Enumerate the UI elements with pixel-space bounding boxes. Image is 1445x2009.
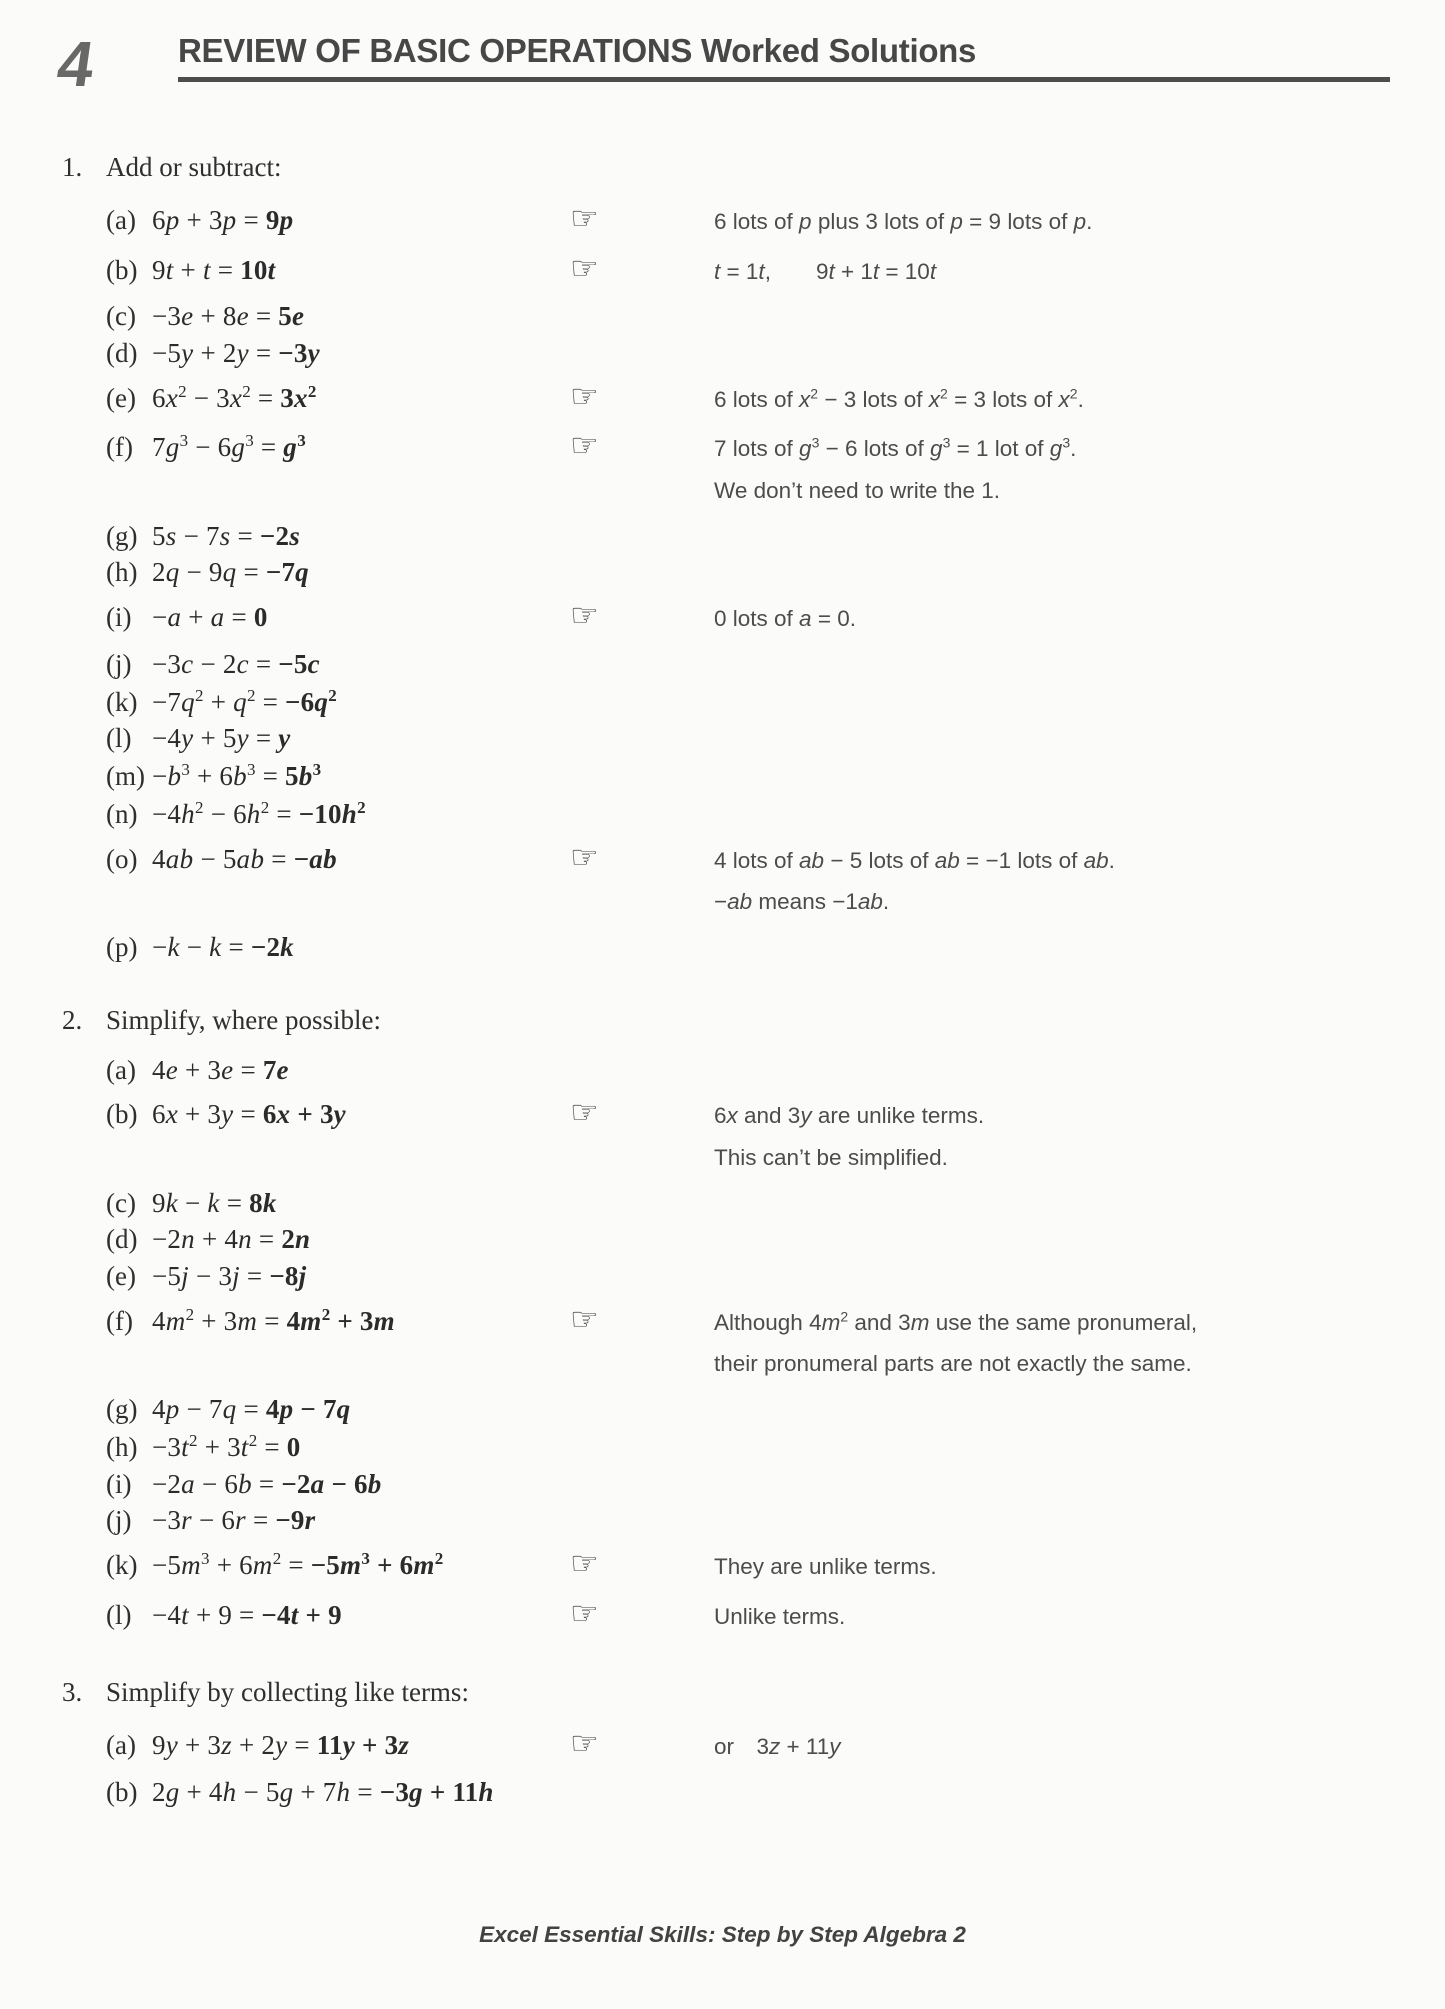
solution-row: [106, 598, 1390, 640]
note-line: their pronumeral parts are not exactly the same.: [714, 1351, 1192, 1377]
item-label: (e): [106, 382, 136, 413]
note: [714, 428, 1390, 511]
solution-row: [106, 1504, 1390, 1538]
pointing-hand-icon: ☞: [570, 248, 599, 287]
page-header: [0, 0, 1445, 100]
item-list: [62, 1054, 1390, 1638]
item-label: (j): [106, 1505, 132, 1536]
equation: −k − k = −2k: [152, 931, 295, 962]
note-line: 4 lots of ab − 5 lots of ab = −1 lots of ab.: [714, 847, 1115, 873]
item-label: (h): [106, 557, 138, 588]
answer: −3g + 11h: [379, 1776, 494, 1807]
equation: 4p − 7q = 4p − 7q: [152, 1394, 351, 1424]
item-label: (c): [106, 1187, 136, 1218]
answer: $-5m^3 + 6m^2$: [310, 1549, 444, 1580]
solution-row: [106, 759, 1390, 794]
note: [714, 840, 1390, 923]
equation: 6p + 3p = 9p: [152, 205, 294, 235]
solution-row: [106, 248, 1390, 293]
page-number: 4: [52, 28, 99, 100]
note-line: t = 1t, 9t + 1t = 10t: [714, 258, 937, 284]
answer: 4p − 7q: [265, 1394, 351, 1424]
question-prompt: Simplify by collecting like terms:: [106, 1677, 469, 1708]
note-line: 6 lots of $x^2 - 3$ lots of $x^2 = 3$ lots of $x^2$.: [714, 385, 1084, 412]
question-head: [62, 152, 1390, 183]
answer: 11y + 3z: [316, 1730, 410, 1761]
question-head: [62, 1005, 1390, 1036]
question: [62, 152, 1390, 965]
equation: −2n + 4n = 2n: [152, 1224, 311, 1255]
pointing-hand-icon: ☞: [570, 426, 599, 465]
equation: 9t + t = 10t: [152, 254, 276, 285]
pointing-hand-icon: ☞: [570, 1593, 599, 1632]
solution-row: [106, 1054, 1390, 1088]
pointing-hand-icon: ☞: [570, 596, 599, 635]
equation: $4m^2 + 3m = 4m^2 + 3m$: [152, 1304, 395, 1336]
answer: $4m^2 + 3m$: [286, 1304, 395, 1336]
note-line: We don’t need to write the 1.: [714, 478, 1001, 503]
note: [714, 1302, 1390, 1385]
item-label: (k): [106, 686, 138, 717]
item-label: (b): [106, 1099, 138, 1130]
item-label: (m): [106, 761, 145, 791]
question: [62, 1005, 1390, 1638]
question-head: [62, 1677, 1390, 1708]
answer: $3x^2$: [280, 381, 317, 413]
solution-row: [106, 1776, 1390, 1810]
solution-row: [106, 1726, 1390, 1768]
note-line: They are unlike terms.: [714, 1554, 937, 1579]
item-list: [62, 1726, 1390, 1809]
item-label: (l): [106, 1599, 132, 1630]
solution-row: [106, 1095, 1390, 1178]
item-label: (b): [106, 1776, 138, 1807]
solution-row: [106, 376, 1390, 421]
equation: 2g + 4h − 5g + 7h = −3g + 11h: [152, 1776, 494, 1807]
equation: 4ab − 5ab = −ab: [152, 843, 338, 874]
solution-row: [106, 1299, 1390, 1385]
item-label: (h): [106, 1431, 138, 1462]
question: [62, 1677, 1390, 1809]
solution-row: [106, 648, 1390, 682]
solution-row: [106, 1393, 1390, 1427]
solution-row: [106, 685, 1390, 720]
answer: −4t + 9: [261, 1599, 342, 1630]
equation: 9k − k = 8k: [152, 1187, 277, 1218]
item-label: (i): [106, 1468, 132, 1499]
question-number: 2.: [62, 1004, 83, 1035]
note: [714, 201, 1390, 243]
answer: −2k: [250, 931, 295, 962]
answer: −7q: [265, 557, 310, 588]
answer: y: [278, 723, 291, 754]
note-line: −ab means −1ab.: [714, 889, 890, 915]
solution-row: [106, 1260, 1390, 1294]
equation: −5y + 2y = −3y: [152, 338, 320, 368]
question-prompt: Simplify, where possible:: [106, 1004, 381, 1035]
equation: $7g^3 - 6g^3 = g^3$: [152, 431, 306, 463]
equation: 5s − 7s = −2s: [152, 520, 301, 551]
answer: $-10h^2$: [298, 797, 366, 829]
item-label: (n): [106, 798, 138, 829]
solution-row: [106, 300, 1390, 334]
equation: −3e + 8e = 5e: [152, 301, 305, 332]
note-line: 6x and 3y are unlike terms.: [714, 1103, 985, 1129]
equation: 6x + 3y = 6x + 3y: [152, 1099, 347, 1130]
equation: $-b^3 + 6b^3 = 5b^3$: [152, 760, 322, 791]
footer-text: Excel Essential Skills: Step by Step Algebra 2: [479, 1922, 966, 1947]
item-label: (b): [106, 254, 138, 285]
note: [714, 598, 1390, 640]
answer: 7e: [262, 1054, 289, 1085]
answer: −5c: [278, 648, 320, 679]
answer: 2n: [281, 1224, 311, 1255]
answer: 10t: [240, 254, 276, 285]
item-label: (g): [106, 1394, 138, 1424]
item-label: (o): [106, 843, 138, 874]
answer: −ab: [293, 843, 338, 874]
note-line: Although $4m^2$ and 3m use the same pronumeral,: [714, 1308, 1198, 1335]
equation: −5j − 3j = −8j: [152, 1261, 307, 1291]
solution-row: [106, 1546, 1390, 1588]
answer: 5e: [278, 301, 305, 332]
header-main: [178, 26, 1390, 82]
pointing-hand-icon: ☞: [570, 1544, 599, 1582]
equation: −3r − 6r = −9r: [152, 1505, 316, 1536]
solution-row: [106, 428, 1390, 511]
answer: 9p: [265, 205, 294, 235]
question-prompt: Add or subtract:: [106, 152, 282, 182]
item-label: (a): [106, 205, 136, 235]
solution-row: [106, 337, 1390, 371]
equation: 2q − 9q = −7q: [152, 557, 310, 588]
header-rule: [178, 77, 1390, 82]
answer: $5b^3$: [285, 760, 322, 791]
pointing-hand-icon: ☞: [570, 199, 599, 237]
pointing-hand-icon: ☞: [570, 1724, 599, 1763]
pointing-hand-icon: ☞: [570, 376, 599, 415]
note: [714, 1546, 1390, 1588]
pointing-hand-icon: ☞: [570, 1299, 599, 1338]
question-number: 1.: [62, 152, 83, 182]
answer: 8k: [249, 1187, 277, 1218]
answer: 0: [253, 602, 268, 633]
note: [714, 1095, 1390, 1178]
item-label: (f): [106, 432, 133, 463]
equation: −4t + 9 = −4t + 9: [152, 1599, 342, 1630]
item-label: (g): [106, 520, 138, 551]
note-line: 7 lots of $g^3 - 6$ lots of $g^3 = 1$ lot of $g^3$.: [714, 434, 1077, 462]
solution-row: [106, 722, 1390, 756]
item-list: [62, 201, 1390, 965]
answer: −8j: [269, 1261, 307, 1291]
item-label: (e): [106, 1261, 136, 1291]
equation: $-5m^3 + 6m^2 = -5m^3 + 6m^2$: [152, 1549, 444, 1580]
item-label: (j): [106, 648, 132, 679]
answer: −3y: [278, 338, 320, 368]
item-label: (a): [106, 1730, 136, 1761]
equation: 9y + 3z + 2y = 11y + 3z: [152, 1730, 410, 1761]
item-label: (d): [106, 1224, 138, 1255]
equation: $-4h^2 - 6h^2 = -10h^2$: [152, 797, 366, 829]
item-label: (k): [106, 1550, 138, 1580]
pointing-hand-icon: ☞: [570, 837, 599, 876]
solution-row: [106, 797, 1390, 832]
note-line: 6 lots of p plus 3 lots of p = 9 lots of p.: [714, 209, 1093, 234]
answer: −2s: [259, 520, 301, 551]
note-line: Unlike terms.: [714, 1603, 846, 1629]
solution-row: [106, 1430, 1390, 1465]
solution-row: [106, 201, 1390, 243]
equation: $-3t^2 + 3t^2 = 0$: [152, 1430, 301, 1462]
item-label: (l): [106, 723, 132, 754]
equation: −2a − 6b = −2a − 6b: [152, 1468, 382, 1499]
question-number: 3.: [62, 1677, 83, 1708]
pointing-hand-icon: ☞: [570, 1093, 599, 1132]
solution-row: [106, 1468, 1390, 1502]
answer: $g^3$: [283, 431, 306, 463]
equation: 4e + 3e = 7e: [152, 1054, 289, 1085]
item-label: (d): [106, 338, 138, 368]
answer: 0: [286, 1431, 301, 1462]
note-line: or 3z + 11y: [714, 1734, 841, 1760]
answer: −2a − 6b: [281, 1468, 382, 1499]
solution-row: [106, 931, 1390, 965]
note-line: 0 lots of a = 0.: [714, 606, 856, 632]
solution-row: [106, 837, 1390, 923]
equation: $-7q^2 + q^2 = -6q^2$: [152, 685, 337, 717]
solution-row: [106, 1223, 1390, 1257]
answer: $-6q^2$: [285, 685, 337, 717]
solution-row: [106, 520, 1390, 554]
note: [714, 1596, 1390, 1638]
answer: −9r: [275, 1505, 316, 1536]
answer: 6x + 3y: [262, 1099, 347, 1130]
questions: [0, 96, 1445, 1810]
note-line: This can’t be simplified.: [714, 1144, 948, 1170]
equation: $6x^2 - 3x^2 = 3x^2$: [152, 381, 317, 413]
item-label: (f): [106, 1305, 133, 1336]
item-label: (c): [106, 301, 136, 332]
page-title: REVIEW OF BASIC OPERATIONS Worked Solutions: [178, 32, 977, 69]
solution-row: [106, 1593, 1390, 1638]
item-label: (a): [106, 1054, 136, 1085]
solution-row: [106, 1187, 1390, 1221]
item-label: (p): [106, 931, 138, 962]
item-label: (i): [106, 602, 132, 633]
equation: −4y + 5y = y: [152, 723, 291, 754]
note: [714, 1726, 1390, 1768]
note: [714, 251, 1390, 293]
equation: −3c − 2c = −5c: [152, 648, 320, 679]
solution-row: [106, 556, 1390, 590]
equation: −a + a = 0: [152, 602, 268, 633]
note: [714, 379, 1390, 421]
